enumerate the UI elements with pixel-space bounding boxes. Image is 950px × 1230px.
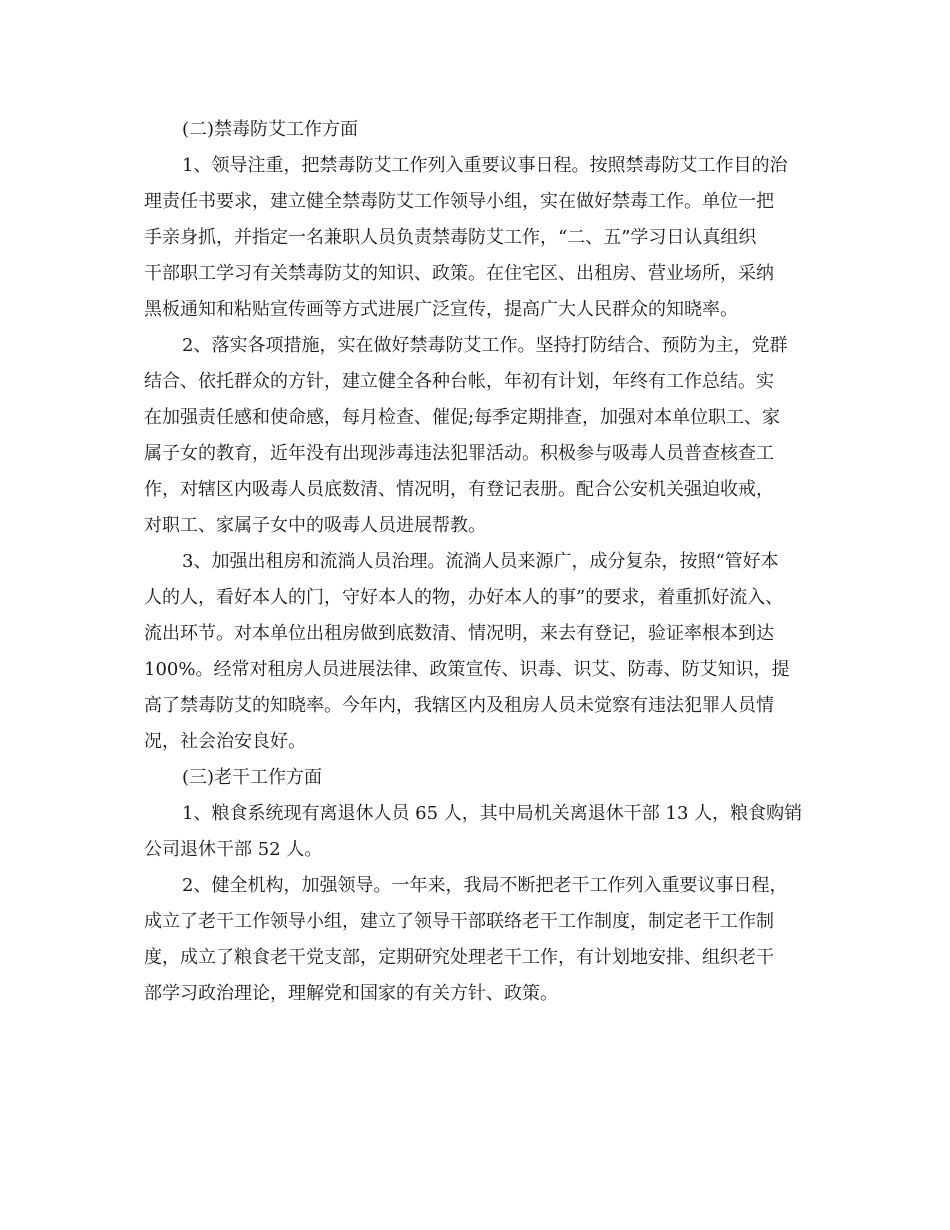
paragraph-line: 高了禁毒防艾的知晓率。今年内，我辖区内及租房人员未觉察有违法犯罪人员情 <box>144 695 774 716</box>
paragraph-line: 2、落实各项措施，实在做好禁毒防艾工作。坚持打防结合、预防为主，党群 <box>182 335 788 356</box>
paragraph-line: 手亲身抓，并指定一名兼职人员负责禁毒防艾工作，“二、五”学习日认真组织 <box>144 227 757 248</box>
paragraph-line: 100%。经常对租房人员进展法律、政策宣传、识毒、识艾、防毒、防艾知识，提 <box>144 659 790 680</box>
paragraph-line: 度，成立了粮食老干党支部，定期研究处理老干工作，有计划地安排、组织老干 <box>144 947 774 968</box>
paragraph-line: 属子女的教育，近年没有出现涉毒违法犯罪活动。积极参与吸毒人员普查核查工 <box>144 443 774 464</box>
paragraph-line: 公司退休干部 52 人。 <box>144 839 323 860</box>
paragraph-line: 成立了老干工作领导小组，建立了领导干部联络老干工作制度，制定老干工作制 <box>144 911 774 932</box>
paragraph-line: 况，社会治安良好。 <box>144 731 306 752</box>
paragraph-line: 对职工、家属子女中的吸毒人员进展帮教。 <box>144 515 486 536</box>
paragraph-line: 3、加强出租房和流淌人员治理。流淌人员来源广，成分复杂，按照“管好本 <box>182 551 779 572</box>
paragraph-line: 1、粮食系统现有离退休人员 65 人，其中局机关离退休干部 13 人，粮食购销 <box>182 803 803 824</box>
paragraph-line: 1、领导注重，把禁毒防艾工作列入重要议事日程。按照禁毒防艾工作目的治 <box>182 155 788 176</box>
paragraph-line: 流出环节。对本单位出租房做到底数清、情况明，来去有登记，验证率根本到达 <box>144 623 774 644</box>
paragraph-line: 黑板通知和粘贴宣传画等方式进展广泛宣传，提高广大人民群众的知晓率。 <box>144 299 738 320</box>
paragraph-line: 作，对辖区内吸毒人员底数清、情况明，有登记表册。配合公安机关强迫收戒， <box>144 479 774 500</box>
paragraph-line: 部学习政治理论，理解党和国家的有关方针、政策。 <box>144 983 558 1004</box>
section-heading: (三)老干工作方面 <box>182 767 323 788</box>
paragraph-line: 结合、依托群众的方针，建立健全各种台帐，年初有计划，年终有工作总结。实 <box>144 371 774 392</box>
paragraph-line: 在加强责任感和使命感，每月检查、催促;每季定期排查，加强对本单位职工、家 <box>144 407 781 428</box>
section-heading: (二)禁毒防艾工作方面 <box>182 119 359 140</box>
paragraph-line: 2、健全机构，加强领导。一年来，我局不断把老干工作列入重要议事日程， <box>182 875 788 896</box>
paragraph-line: 人的人，看好本人的门，守好本人的物，办好本人的事”的要求，着重抓好流入、 <box>144 587 784 608</box>
paragraph-line: 干部职工学习有关禁毒防艾的知识、政策。在住宅区、出租房、营业场所，采纳 <box>144 263 774 284</box>
paragraph-line: 理责任书要求，建立健全禁毒防艾工作领导小组，实在做好禁毒工作。单位一把 <box>144 191 774 212</box>
